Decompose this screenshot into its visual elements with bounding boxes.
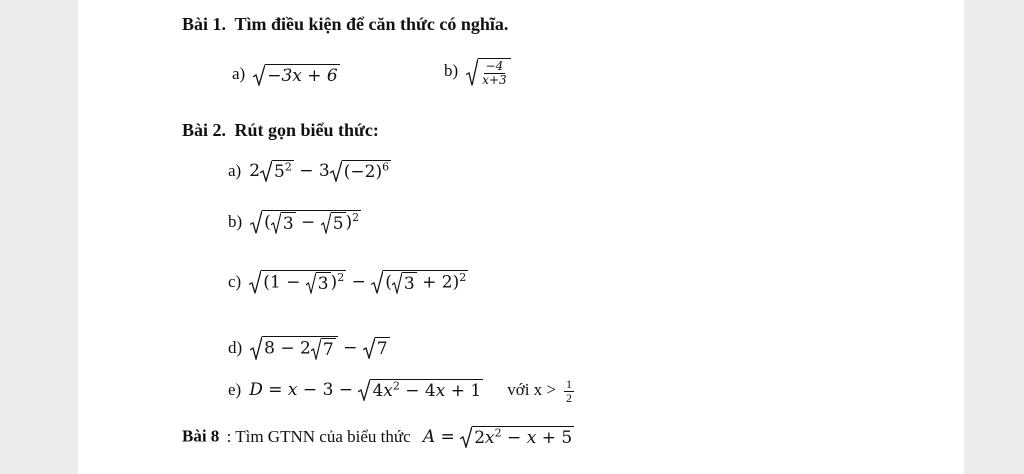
bai2-c-label: c) [228, 271, 242, 291]
radical: (1 − 3 )$^2$ [249, 270, 346, 294]
bai2-text: Rút gọn biểu thức: [234, 120, 379, 140]
radical: $4x^2 - 4x + 1$ [358, 379, 483, 401]
condition-denominator: 2 [566, 390, 573, 405]
radical: ( 3 − 5 )$^2$ [250, 210, 361, 234]
bai1-heading [182, 14, 508, 35]
bai8-expression: A = $2x^2 - x + 5$ [422, 426, 573, 448]
radical: 7 [363, 337, 390, 359]
sqrt-expression [253, 64, 340, 86]
expression-c: (1 − 3 )$^2$ − ( 3 + 2)$^2$ [249, 272, 468, 292]
bai1-a [232, 64, 340, 86]
condition-numerator: 1 [566, 377, 573, 391]
radical: 8 − 2 7 [250, 336, 338, 360]
radical-sign [253, 64, 265, 86]
fraction-numerator: −4 [485, 59, 504, 73]
condition-fraction [564, 378, 574, 404]
radicand: −3x + 6 [267, 66, 338, 87]
bai1-title: Bài 1. [182, 14, 227, 34]
bai2-title: Bài 2. [182, 120, 227, 140]
expression-a: 2 $5^2$ − 3 $(-2)^6$ [249, 160, 390, 182]
radical-sign [466, 58, 478, 86]
bai2-a-label: a) [228, 160, 242, 180]
bai8-title: Bài 8 [182, 426, 220, 446]
radical: $5^2$ [260, 160, 294, 182]
expression-b [250, 212, 361, 232]
bai2-e [228, 378, 574, 404]
bai1-b [444, 58, 511, 86]
bai2-d-label: d) [228, 337, 243, 357]
fraction-denominator: x+3 [482, 72, 507, 87]
bai2-b-label: b) [228, 211, 243, 231]
bai2-d [228, 336, 390, 360]
radical: $(-2)^6$ [330, 160, 391, 182]
document-page [78, 0, 964, 474]
bai2-heading [182, 120, 379, 141]
bai8-text: : Tìm GTNN của biểu thức [226, 426, 411, 446]
sqrt-fraction [466, 58, 510, 86]
bai2-e-condition: với x > [507, 379, 557, 399]
fraction [480, 60, 508, 86]
bai2-e-label: e) [228, 379, 242, 399]
bai2-c [228, 270, 468, 294]
radical: $2x^2 - x + 5$ [460, 426, 574, 448]
bai1-b-label: b) [444, 60, 459, 80]
radical: ( 3 + 2)$^2$ [371, 270, 468, 294]
bai2-a [228, 160, 391, 182]
expression-d: 8 − 2 7 − 7 [250, 338, 389, 358]
bai8-line [182, 426, 574, 448]
bai2-b [228, 210, 361, 234]
bai1-a-label: a) [232, 64, 246, 83]
expression-e: D = x − 3 − $4x^2 - 4x + 1$ [249, 379, 482, 402]
bai1-text: Tìm điều kiện để căn thức có nghĩa. [234, 14, 509, 34]
